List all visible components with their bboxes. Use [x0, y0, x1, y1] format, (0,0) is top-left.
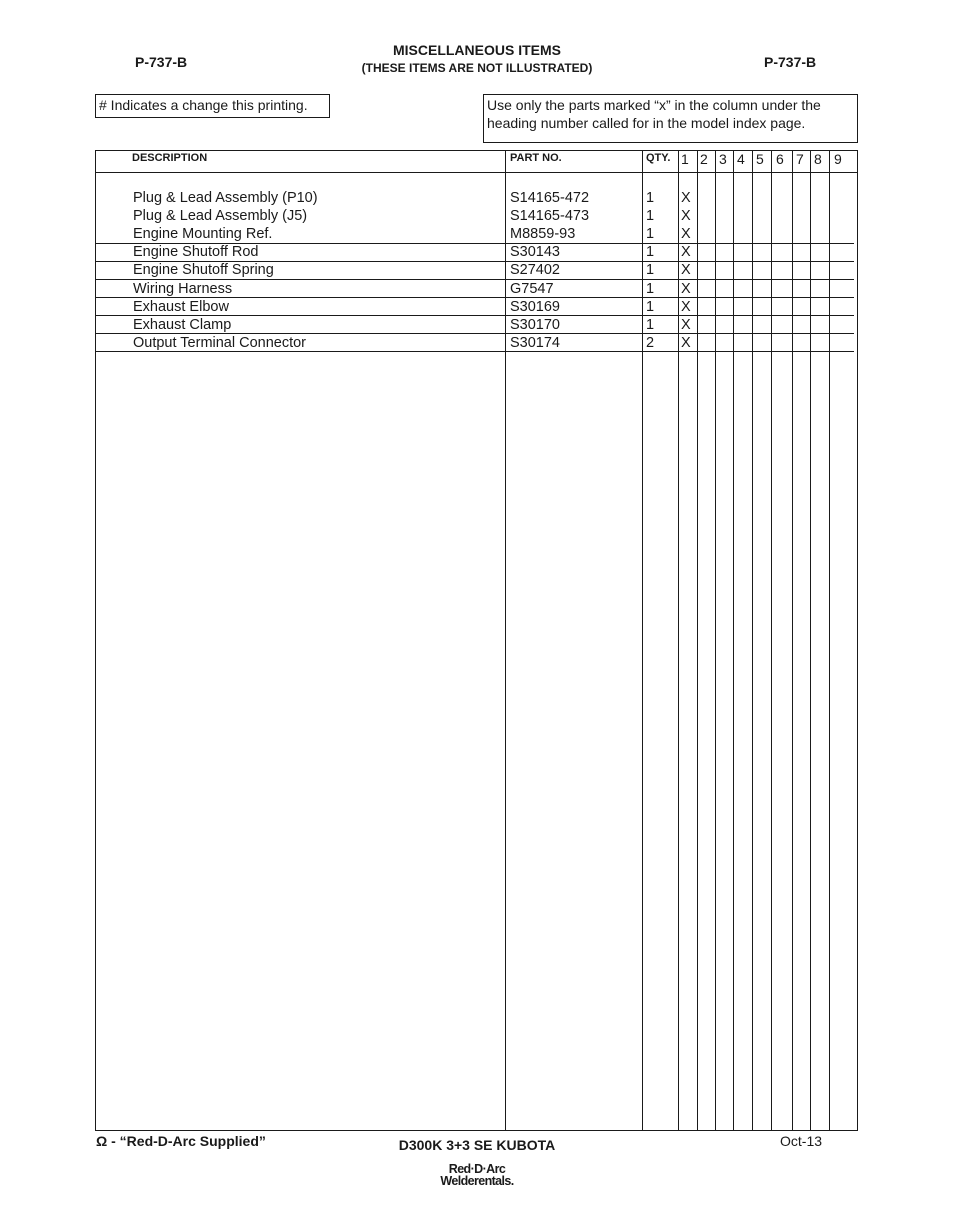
row-part-no: S30169: [510, 298, 560, 315]
row-description: Engine Shutoff Rod: [133, 244, 259, 261]
row-part-no: S14165-473: [510, 208, 590, 225]
model-3-header: 3: [719, 151, 727, 167]
red-d-arc-logo: [420, 1163, 534, 1187]
row-qty: 1: [646, 280, 655, 297]
row-model-mark: X: [681, 190, 691, 206]
row-model-mark: X: [681, 244, 691, 261]
row-qty: 1: [646, 226, 655, 243]
page-code-right: P-737-B: [764, 54, 817, 70]
row-description: Wiring Harness: [133, 280, 233, 297]
row-model-mark: X: [681, 316, 691, 333]
model-5-header: 5: [756, 151, 764, 167]
row-qty: 1: [646, 298, 655, 315]
row-part-no: M8859-93: [510, 226, 576, 243]
model-6-header: 6: [776, 151, 784, 167]
row-part-no: S30170: [510, 316, 560, 333]
row-description: Output Terminal Connector: [133, 334, 307, 351]
row-description: Exhaust Elbow: [133, 298, 229, 315]
model-2-header: 2: [700, 151, 708, 167]
description-header: DESCRIPTION: [132, 152, 208, 164]
header-divider: [96, 172, 857, 173]
row-qty: 1: [646, 262, 655, 279]
row-part-no: S27402: [510, 262, 560, 279]
change-note: # Indicates a change this printing.: [95, 94, 330, 118]
row-description: Engine Mounting Ref.: [133, 226, 273, 243]
model-8-header: 8: [814, 151, 822, 167]
revision-date: Oct-13: [780, 1133, 823, 1149]
row-part-no: S14165-472: [510, 190, 590, 206]
row-divider: [96, 351, 854, 352]
row-model-mark: X: [681, 208, 691, 225]
supplied-legend: Ω - “Red-D-Arc Supplied”: [96, 1133, 266, 1149]
model-7-header: 7: [796, 151, 804, 167]
model-1-header: 1: [681, 151, 689, 167]
part-no-header: PART NO.: [510, 152, 562, 164]
logo-line-2: Welderentals.: [440, 1174, 514, 1188]
row-model-mark: X: [681, 334, 691, 351]
model-name: D300K 3+3 SE KUBOTA: [398, 1137, 556, 1153]
parts-table: [95, 150, 858, 1131]
row-model-mark: X: [681, 298, 691, 315]
qty-header: QTY.: [646, 152, 671, 164]
row-part-no: G7547: [510, 280, 554, 297]
row-qty: 1: [646, 190, 655, 206]
page-subtitle: (THESE ITEMS ARE NOT ILLUSTRATED): [361, 61, 593, 75]
row-description: Engine Shutoff Spring: [133, 262, 274, 279]
row-model-mark: X: [681, 262, 691, 279]
row-model-mark: X: [681, 280, 691, 297]
row-description: Plug & Lead Assembly (P10): [133, 190, 318, 206]
row-description: Plug & Lead Assembly (J5): [133, 208, 308, 225]
row-model-mark: X: [681, 226, 691, 243]
row-qty: 1: [646, 208, 655, 225]
row-part-no: S30143: [510, 244, 560, 261]
row-qty: 1: [646, 244, 655, 261]
model-4-header: 4: [737, 151, 745, 167]
row-qty: 2: [646, 334, 655, 351]
page-code-left: P-737-B: [135, 54, 188, 70]
page-title: MISCELLANEOUS ITEMS: [392, 42, 561, 58]
logo-line-1: Red·D·Arc: [448, 1162, 506, 1176]
model-9-header: 9: [834, 151, 842, 167]
row-part-no: S30174: [510, 334, 560, 351]
row-qty: 1: [646, 316, 655, 333]
usage-note: Use only the parts marked “x” in the column under the heading number called for in the model index page.: [483, 94, 858, 143]
row-description: Exhaust Clamp: [133, 316, 232, 333]
